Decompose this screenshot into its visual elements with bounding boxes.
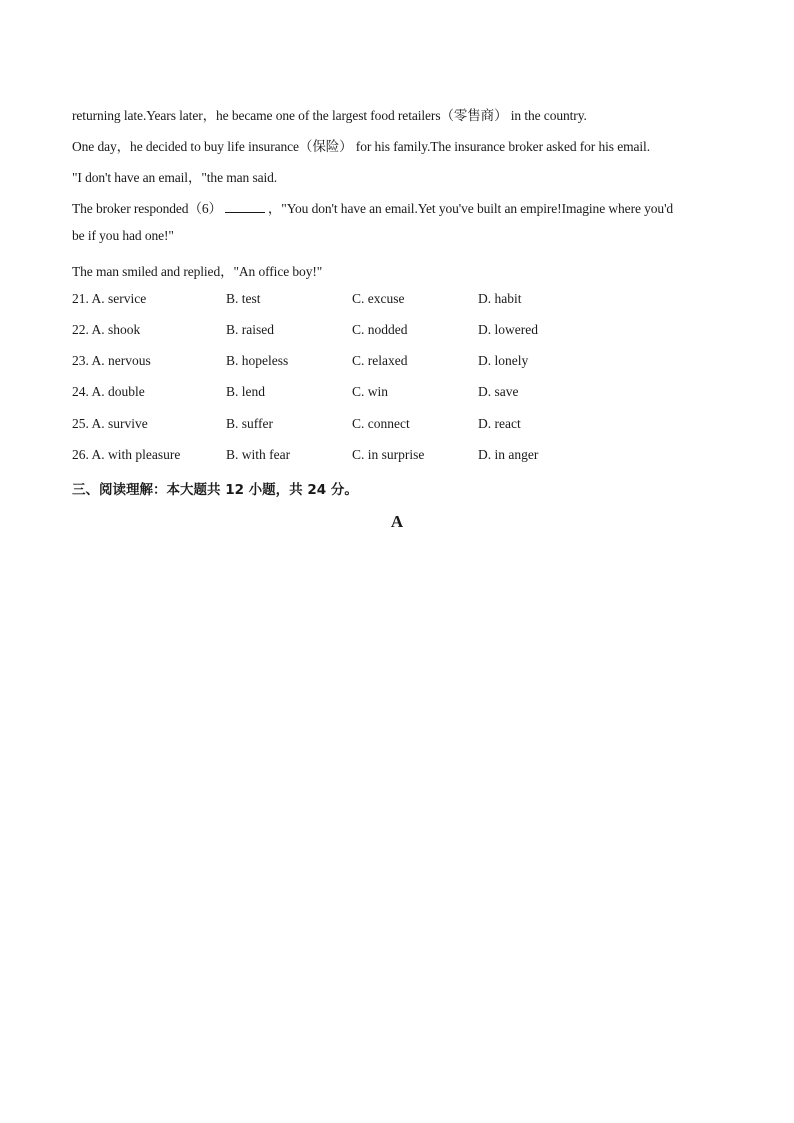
passage-title: A [390, 512, 404, 531]
option-21-d: D. habit [478, 291, 522, 306]
passage-line-5: be if you had one!" [72, 228, 174, 243]
option-21-a: 21. A. service [72, 291, 147, 306]
passage-line-4-start: The broker responded（6） [72, 201, 222, 216]
option-22-a: 22. A. shook [72, 322, 141, 337]
option-26-c: C. in surprise [352, 447, 425, 462]
option-24-d: D. save [478, 384, 519, 399]
passage-line-2: One day，he decided to buy life insurance（保险） for his family.The insurance broker asked for his email. [72, 139, 650, 154]
option-22-c: C. nodded [352, 322, 408, 337]
option-21-b: B. test [226, 291, 261, 306]
option-23-b: B. hopeless [226, 353, 289, 368]
option-24-c: C. win [352, 384, 389, 399]
option-24-a: 24. A. double [72, 384, 145, 399]
passage-line-4 [72, 197, 673, 217]
option-21-c: C. excuse [352, 291, 405, 306]
option-25-a: 25. A. survive [72, 416, 148, 431]
passage-line-1: returning late.Years later，he became one of the largest food retailers（零售商） in the country. [72, 108, 587, 123]
option-25-b: B. suffer [226, 416, 273, 431]
option-26-a: 26. A. with pleasure [72, 447, 181, 462]
option-25-c: C. connect [352, 416, 410, 431]
option-22-d: D. lowered [478, 322, 538, 337]
option-24-b: B. lend [226, 384, 265, 399]
option-26-d: D. in anger [478, 447, 539, 462]
option-23-c: C. relaxed [352, 353, 408, 368]
section-heading: 三、阅读理解：本大题共 12 小题，共 24 分。 [72, 482, 358, 498]
passage-line-6: The man smiled and replied，"An office boy!" [72, 264, 323, 279]
passage-line-4-end: ，"You don't have an email.Yet you've built an empire!Imagine where you'd [267, 201, 674, 216]
answer-blank-6 [225, 201, 265, 213]
option-25-d: D. react [478, 416, 521, 431]
passage-line-3: "I don't have an email，"the man said. [72, 170, 278, 185]
option-22-b: B. raised [226, 322, 274, 337]
option-23-a: 23. A. nervous [72, 353, 151, 368]
option-26-b: B. with fear [226, 447, 291, 462]
option-23-d: D. lonely [478, 353, 529, 368]
